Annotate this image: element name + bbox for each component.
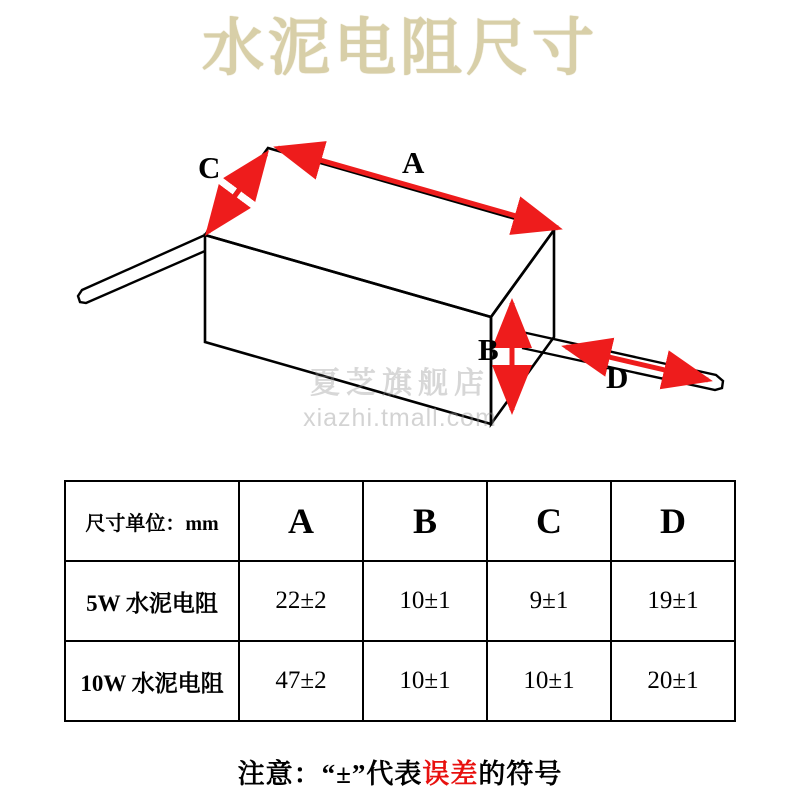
dimension-label-a: A (402, 145, 425, 180)
footnote-accent: 误差 (422, 759, 479, 789)
footnote-part-2: 的符号 (478, 759, 563, 789)
cell-5w-b: 10±1 (363, 561, 487, 641)
footnote (0, 752, 800, 791)
cell-10w-b: 10±1 (363, 641, 487, 721)
table-header-d: D (611, 481, 735, 561)
watermark-url: xiazhi.tmall.com (303, 404, 497, 432)
watermark-shop-name: 夏芝旗舰店 (310, 367, 490, 400)
cell-5w-c: 9±1 (487, 561, 611, 641)
resistor-dimension-diagram (0, 110, 800, 470)
cell-10w-c: 10±1 (487, 641, 611, 721)
dimension-label-c: C (198, 150, 221, 185)
resistor-body (205, 148, 554, 424)
row-label-5w: 5W 水泥电阻 (65, 561, 239, 641)
footnote-part-1: 注意：“±”代表 (237, 759, 423, 789)
table-row (65, 641, 735, 721)
dimension-label-b: B (478, 332, 499, 367)
cell-5w-d: 19±1 (611, 561, 735, 641)
dimension-label-d: D (606, 360, 629, 395)
cell-10w-d: 20±1 (611, 641, 735, 721)
table-header-unit: 尺寸单位：mm (65, 481, 239, 561)
table-header-b: B (363, 481, 487, 561)
table-header-a: A (239, 481, 363, 561)
cell-5w-a: 22±2 (239, 561, 363, 641)
cell-10w-a: 47±2 (239, 641, 363, 721)
page-title: 水泥电阻尺寸 (201, 15, 598, 83)
table-row (65, 561, 735, 641)
dimension-arrow-d (566, 347, 708, 380)
table-header-row (65, 481, 735, 561)
dimension-arrows (208, 148, 708, 410)
specification-table (64, 480, 736, 722)
table-header-c: C (487, 481, 611, 561)
row-label-10w: 10W 水泥电阻 (65, 641, 239, 721)
resistor-drawing (0, 110, 800, 470)
